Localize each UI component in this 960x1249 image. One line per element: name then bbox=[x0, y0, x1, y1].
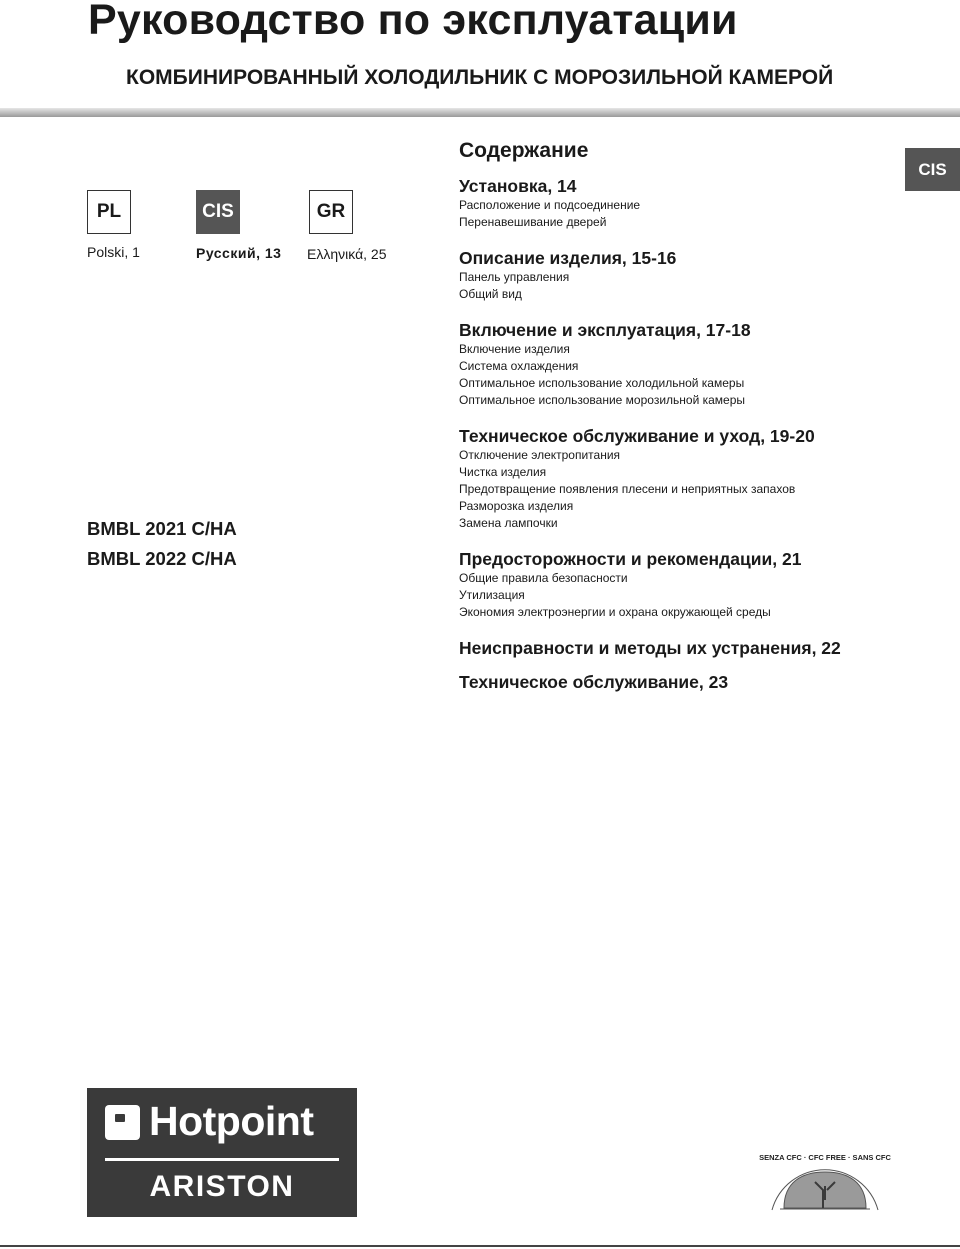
toc-section-heading[interactable]: Установка, 14 bbox=[459, 176, 577, 196]
toc-section-maintenance-care bbox=[459, 425, 929, 532]
language-label-cis[interactable]: Русский, 13 bbox=[196, 245, 282, 261]
toc-section-heading[interactable]: Техническое обслуживание и уход, 19-20 bbox=[459, 426, 815, 446]
toc-item: Панель управления bbox=[459, 270, 570, 284]
toc-item: Утилизация bbox=[459, 588, 525, 602]
brand-name: Hotpoint bbox=[149, 1098, 314, 1144]
toc-section-heading[interactable]: Техническое обслуживание, 23 bbox=[459, 672, 729, 692]
toc-item: Общие правила безопасности bbox=[459, 571, 628, 585]
model-list bbox=[87, 516, 237, 576]
brand-mark-icon bbox=[105, 1105, 140, 1140]
page-title: Руководство по эксплуатации bbox=[88, 0, 738, 44]
language-label-gr[interactable]: Ελληνικά, 25 bbox=[307, 246, 387, 262]
toc-section-troubleshooting bbox=[459, 637, 929, 659]
toc-item: Разморозка изделия bbox=[459, 499, 574, 513]
header-divider bbox=[0, 108, 960, 117]
toc-section-heading[interactable]: Предосторожности и рекомендации, 21 bbox=[459, 549, 802, 569]
toc-item: Включение изделия bbox=[459, 342, 570, 356]
footer-divider bbox=[0, 1245, 960, 1247]
toc-section-heading[interactable]: Включение и эксплуатация, 17-18 bbox=[459, 320, 751, 340]
toc-item: Экономия электроэнергии и охрана окружающей среды bbox=[459, 605, 771, 619]
toc-item: Предотвращение появления плесени и неприятных запахов bbox=[459, 482, 796, 496]
language-label-pl[interactable]: Polski, 1 bbox=[87, 244, 140, 260]
toc-section-description bbox=[459, 247, 929, 303]
toc-item: Отключение электропитания bbox=[459, 448, 621, 462]
model-number: BMBL 2022 C/HA bbox=[87, 548, 237, 569]
cfc-free-tree-icon bbox=[750, 1142, 900, 1220]
language-box-gr[interactable]: GR bbox=[309, 190, 353, 234]
toc-item: Система охлаждения bbox=[459, 359, 579, 373]
svg-text:SENZA CFC · CFC FREE · SANS CF: SENZA CFC · CFC FREE · SANS CFC bbox=[759, 1153, 891, 1162]
brand-logo bbox=[87, 1088, 357, 1217]
toc-section-heading[interactable]: Неисправности и методы их устранения, 22 bbox=[459, 638, 841, 658]
toc-section-operation bbox=[459, 319, 929, 409]
toc-item: Перенавешивание дверей bbox=[459, 215, 607, 229]
toc-item: Замена лампочки bbox=[459, 516, 558, 530]
page-subtitle: КОМБИНИРОВАННЫЙ ХОЛОДИЛЬНИК С МОРОЗИЛЬНОЙ КАМЕРОЙ bbox=[126, 66, 834, 89]
model-number: BMBL 2021 C/HA bbox=[87, 518, 237, 539]
brand-subname: ARISTON bbox=[149, 1170, 295, 1203]
toc-section-installation bbox=[459, 175, 929, 231]
toc-section-precautions bbox=[459, 548, 929, 621]
toc-section-heading[interactable]: Описание изделия, 15-16 bbox=[459, 248, 677, 268]
toc-item: Общий вид bbox=[459, 287, 522, 301]
toc-item: Расположение и подсоединение bbox=[459, 198, 641, 212]
language-box-cis[interactable]: CIS bbox=[196, 190, 240, 234]
toc-section-service bbox=[459, 671, 929, 693]
toc-item: Оптимальное использование холодильной камеры bbox=[459, 376, 745, 390]
language-side-tab: CIS bbox=[905, 148, 960, 191]
toc-title: Содержание bbox=[459, 139, 589, 162]
toc-item: Чистка изделия bbox=[459, 465, 547, 479]
brand-divider bbox=[105, 1158, 339, 1161]
language-box-pl[interactable]: PL bbox=[87, 190, 131, 234]
table-of-contents bbox=[459, 139, 929, 705]
toc-item: Оптимальное использование морозильной камеры bbox=[459, 393, 746, 407]
